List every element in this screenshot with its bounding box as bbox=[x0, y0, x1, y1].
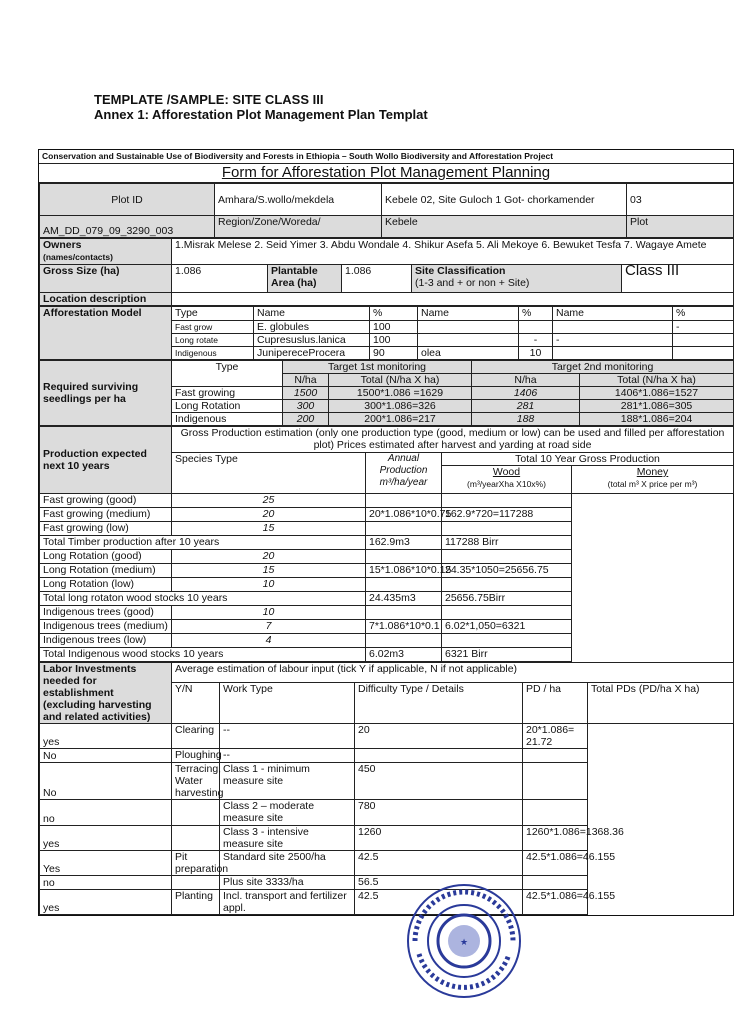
production-row-wood bbox=[366, 522, 442, 536]
production-header-wood-cell bbox=[442, 466, 572, 494]
labour-row-work bbox=[172, 826, 220, 851]
production-row-wood bbox=[366, 578, 442, 592]
template-heading: TEMPLATE /SAMPLE: SITE CLASS III bbox=[94, 92, 324, 107]
labour-row-work: Clearing bbox=[172, 724, 220, 749]
plot-label: Plot bbox=[627, 216, 734, 238]
production-row bbox=[40, 564, 734, 578]
model-row-name2: olea bbox=[418, 347, 519, 360]
model-row-name3: - bbox=[553, 334, 673, 347]
seedlings-table bbox=[39, 360, 734, 426]
labour-row-work: Ploughing bbox=[172, 749, 220, 763]
seedlings-row-t1: 300*1.086=326 bbox=[329, 400, 472, 413]
seedlings-row-type: Fast growing bbox=[172, 387, 283, 400]
labour-row-difficulty: Class 1 - minimum measure site bbox=[220, 763, 355, 800]
labour-row-yn: No bbox=[40, 749, 172, 763]
seedlings-row-n2: 1406 bbox=[472, 387, 580, 400]
seedlings-header-total2: Total (N/ha X ha) bbox=[580, 374, 734, 387]
production-total-wood: 6.02m3 bbox=[366, 648, 442, 662]
plot-id-value: AM_DD_079_09_3290_003 bbox=[40, 216, 215, 238]
location-label: Location description bbox=[40, 293, 172, 306]
labour-row-total: 1260*1.086=1368.36 bbox=[523, 826, 588, 851]
region-value: Amhara/S.wollo/mekdela bbox=[215, 184, 382, 216]
production-header-wood: Wood bbox=[492, 466, 521, 478]
production-header-money: Money bbox=[636, 466, 669, 478]
seedlings-header-target1: Target 1st monitoring bbox=[283, 361, 472, 374]
model-row-pct: 90 bbox=[370, 347, 418, 360]
production-row-wood bbox=[366, 550, 442, 564]
svg-text:★: ★ bbox=[459, 938, 469, 948]
model-header-type: Type bbox=[172, 307, 254, 321]
production-header-annual: Annual Production m³/ha/year bbox=[366, 453, 442, 494]
production-row-annual: 15 bbox=[172, 564, 366, 578]
labour-row-work: Terracing, Water harvesting bbox=[172, 763, 220, 800]
production-row-money bbox=[442, 634, 572, 648]
labour-row-yn: yes bbox=[40, 890, 172, 915]
seedlings-row-n2: 188 bbox=[472, 413, 580, 426]
gross-size-value: 1.086 bbox=[172, 265, 268, 293]
production-total-name: Total Indigenous wood stocks 10 years bbox=[40, 648, 366, 662]
model-row-type: Indigenous bbox=[172, 347, 254, 360]
labour-row-difficulty: -- bbox=[220, 724, 355, 749]
owners-label: Owners bbox=[43, 239, 82, 251]
production-row-money: 24.35*1050=25656.75 bbox=[442, 564, 572, 578]
production-row-name: Long Rotation (low) bbox=[40, 578, 172, 592]
seedlings-row-t2: 1406*1.086=1527 bbox=[580, 387, 734, 400]
seedlings-header-nha2: N/ha bbox=[472, 374, 580, 387]
model-header-pct: % bbox=[370, 307, 418, 321]
seedlings-label: Required surviving seedlings per ha bbox=[40, 361, 172, 426]
model-row-name: JunipereceProcera bbox=[254, 347, 370, 360]
labour-row-total bbox=[523, 749, 588, 763]
labour-row-difficulty: Class 3 - intensive measure site bbox=[220, 826, 355, 851]
labour-row-difficulty: Incl. transport and fertilizer appl. bbox=[220, 890, 355, 915]
model-header-pct3: % bbox=[673, 307, 734, 321]
production-row-annual: 20 bbox=[172, 550, 366, 564]
production-row bbox=[40, 494, 734, 508]
production-total-money: 6321 Birr bbox=[442, 648, 572, 662]
labour-row-difficulty: Plus site 3333/ha bbox=[220, 876, 355, 890]
labour-row bbox=[40, 851, 734, 876]
labour-row-work bbox=[172, 876, 220, 890]
seedlings-row-t1: 200*1.086=217 bbox=[329, 413, 472, 426]
production-row-wood bbox=[366, 606, 442, 620]
site-class-note: (1-3 and + or non + Site) bbox=[415, 277, 530, 289]
site-class-label-cell bbox=[412, 265, 622, 293]
labour-header-work: Work Type bbox=[220, 683, 355, 724]
owners-table bbox=[39, 238, 734, 306]
production-row-wood bbox=[366, 494, 442, 508]
labour-header-yn: Y/N bbox=[172, 683, 220, 724]
production-header-wood-unit: (m³/yearXha X10x%) bbox=[467, 479, 546, 489]
site-class-value: Class III bbox=[622, 265, 734, 293]
labour-note: Average estimation of labour input (tick Y if applicable, N if not applicable) bbox=[172, 663, 734, 683]
plantable-label: Plantable Area (ha) bbox=[271, 265, 318, 289]
production-row-money: 6.02*1,050=6321 bbox=[442, 620, 572, 634]
labour-row-total: 42.5*1.086=46.155 bbox=[523, 851, 588, 876]
model-row-name2 bbox=[418, 321, 519, 334]
labour-row bbox=[40, 724, 734, 749]
production-row-name: Indigenous trees (good) bbox=[40, 606, 172, 620]
kebele-value: Kebele 02, Site Guloch 1 Got- chorkamender bbox=[382, 184, 627, 216]
production-row-name: Long Rotation (good) bbox=[40, 550, 172, 564]
seedlings-row-t2: 281*1.086=305 bbox=[580, 400, 734, 413]
labour-row bbox=[40, 800, 734, 826]
production-row-money bbox=[442, 494, 572, 508]
production-row bbox=[40, 592, 734, 606]
labour-row-difficulty: Class 2 – moderate measure site bbox=[220, 800, 355, 826]
location-value bbox=[172, 293, 734, 306]
plot-id-label: Plot ID bbox=[40, 184, 215, 216]
labour-row bbox=[40, 826, 734, 851]
labour-header-difficulty: Difficulty Type / Details bbox=[355, 683, 523, 724]
labour-row bbox=[40, 749, 734, 763]
production-row-name: Long Rotation (medium) bbox=[40, 564, 172, 578]
labour-row-yn: yes bbox=[40, 724, 172, 749]
production-row-annual: 10 bbox=[172, 606, 366, 620]
region-label: Region/Zone/Woreda/ bbox=[215, 216, 382, 238]
production-row-wood: 15*1.086*10*0.15 bbox=[366, 564, 442, 578]
model-row-pct3 bbox=[673, 347, 734, 360]
production-row-money bbox=[442, 550, 572, 564]
production-label: Production expected next 10 years bbox=[40, 427, 172, 494]
labour-row-difficulty: -- bbox=[220, 749, 355, 763]
production-total-name: Total Timber production after 10 years bbox=[40, 536, 366, 550]
production-row-annual: 25 bbox=[172, 494, 366, 508]
model-header-pct2: % bbox=[519, 307, 553, 321]
annex-heading: Annex 1: Afforestation Plot Management Plan Templat bbox=[94, 107, 428, 122]
labour-header-total: Total PDs (PD/ha X ha) bbox=[588, 683, 734, 724]
production-row bbox=[40, 508, 734, 522]
labour-row-yn: no bbox=[40, 800, 172, 826]
model-row-pct2 bbox=[519, 321, 553, 334]
labour-row bbox=[40, 763, 734, 800]
production-row-annual: 10 bbox=[172, 578, 366, 592]
seedlings-row-type: Long Rotation bbox=[172, 400, 283, 413]
seedlings-header-type: Type bbox=[172, 361, 283, 387]
production-row bbox=[40, 550, 734, 564]
model-row-type: Long rotate bbox=[172, 334, 254, 347]
production-header-species: Species Type bbox=[172, 453, 366, 494]
production-total-money: 117288 Birr bbox=[442, 536, 572, 550]
labour-row-yn: No bbox=[40, 763, 172, 800]
labour-row-pd: 56.5 bbox=[355, 876, 523, 890]
model-row-name2 bbox=[418, 334, 519, 347]
production-header-total: Total 10 Year Gross Production bbox=[442, 453, 734, 466]
production-row-annual: 20 bbox=[172, 508, 366, 522]
model-row-pct2: 10 bbox=[519, 347, 553, 360]
official-stamp-icon bbox=[405, 882, 523, 1000]
model-row-name: E. globules bbox=[254, 321, 370, 334]
production-row bbox=[40, 606, 734, 620]
labour-row-work bbox=[172, 800, 220, 826]
production-note: Gross Production estimation (only one production type (good, medium or low) can be used and filled per afforestation plot) Prices estimated after harvest and yarding at road side bbox=[172, 427, 734, 453]
production-row bbox=[40, 536, 734, 550]
labour-row-pd: 20 bbox=[355, 724, 523, 749]
form-title: Form for Afforestation Plot Management Planning bbox=[39, 164, 733, 183]
production-row-wood bbox=[366, 634, 442, 648]
site-class-label: Site Classification bbox=[415, 265, 506, 277]
model-row-pct3 bbox=[673, 334, 734, 347]
labour-row-pd: 42.5 bbox=[355, 851, 523, 876]
labour-row-total bbox=[523, 800, 588, 826]
production-header-money-cell bbox=[572, 466, 734, 494]
labour-rows bbox=[40, 724, 734, 915]
model-header-name2: Name bbox=[418, 307, 519, 321]
seedlings-header-nha: N/ha bbox=[283, 374, 329, 387]
plantable-label-cell bbox=[268, 265, 342, 293]
production-row-wood: 20*1.086*10*0.75 bbox=[366, 508, 442, 522]
production-total-wood: 162.9m3 bbox=[366, 536, 442, 550]
model-row-pct3: - bbox=[673, 321, 734, 334]
production-row-name: Indigenous trees (low) bbox=[40, 634, 172, 648]
labour-row-pd bbox=[355, 749, 523, 763]
seedlings-row-n2: 281 bbox=[472, 400, 580, 413]
seedlings-row-n1: 200 bbox=[283, 413, 329, 426]
model-header-name3: Name bbox=[553, 307, 673, 321]
production-total-name: Total long rotaton wood stocks 10 years bbox=[40, 592, 366, 606]
owners-label-cell bbox=[40, 239, 172, 265]
plot-info-table bbox=[39, 183, 734, 238]
labour-row-pd: 450 bbox=[355, 763, 523, 800]
labour-row-total: 20*1.086= 21.72 bbox=[523, 724, 588, 749]
labour-row-pd: 42.5 bbox=[355, 890, 523, 915]
production-total-wood: 24.435m3 bbox=[366, 592, 442, 606]
labour-row-pd: 1260 bbox=[355, 826, 523, 851]
labour-row bbox=[40, 876, 734, 890]
production-row-name: Fast growing (low) bbox=[40, 522, 172, 536]
model-row-name3 bbox=[553, 347, 673, 360]
seedlings-row-type: Indigenous bbox=[172, 413, 283, 426]
seedlings-header-total1: Total (N/ha X ha) bbox=[329, 374, 472, 387]
labour-row-work: Pit preparation bbox=[172, 851, 220, 876]
gross-size-label: Gross Size (ha) bbox=[40, 265, 172, 293]
management-plan-form bbox=[38, 149, 734, 916]
production-row-name: Fast growing (good) bbox=[40, 494, 172, 508]
plot-value: 03 bbox=[627, 184, 734, 216]
labour-row bbox=[40, 890, 734, 915]
labour-row-yn: no bbox=[40, 876, 172, 890]
seedlings-header-target2: Target 2nd monitoring bbox=[472, 361, 734, 374]
production-total-money: 25656.75Birr bbox=[442, 592, 572, 606]
production-row bbox=[40, 620, 734, 634]
afforestation-model-label: Afforestation Model bbox=[40, 307, 172, 360]
labour-row-difficulty: Standard site 2500/ha bbox=[220, 851, 355, 876]
kebele-label: Kebele bbox=[382, 216, 627, 238]
production-row bbox=[40, 634, 734, 648]
model-row-pct: 100 bbox=[370, 334, 418, 347]
production-row-annual: 15 bbox=[172, 522, 366, 536]
production-row-name: Indigenous trees (medium) bbox=[40, 620, 172, 634]
model-header-name: Name bbox=[254, 307, 370, 321]
production-row-money bbox=[442, 522, 572, 536]
seedlings-row-n1: 300 bbox=[283, 400, 329, 413]
afforestation-model-table bbox=[39, 306, 734, 360]
production-row bbox=[40, 648, 734, 662]
labour-row-pd: 780 bbox=[355, 800, 523, 826]
production-row-annual: 7 bbox=[172, 620, 366, 634]
labour-table bbox=[39, 662, 734, 915]
model-row-pct2: - bbox=[519, 334, 553, 347]
labour-row-total bbox=[523, 763, 588, 800]
seedlings-row-t2: 188*1.086=204 bbox=[580, 413, 734, 426]
labour-row-total bbox=[523, 876, 588, 890]
production-row-money bbox=[442, 606, 572, 620]
model-row-name: Cupresuslus.lanica bbox=[254, 334, 370, 347]
production-row-money: 162.9*720=117288 bbox=[442, 508, 572, 522]
owners-sublabel: (names/contacts) bbox=[43, 252, 113, 262]
model-row-pct: 100 bbox=[370, 321, 418, 334]
labour-header-pd: PD / ha bbox=[523, 683, 588, 724]
production-row-name: Fast growing (medium) bbox=[40, 508, 172, 522]
labour-label: Labor Investments needed for establishment (excluding harvesting and related activities) bbox=[40, 663, 172, 724]
production-row-annual: 4 bbox=[172, 634, 366, 648]
labour-row-yn: Yes bbox=[40, 851, 172, 876]
production-header-money-unit: (total m³ X price per m³) bbox=[607, 479, 698, 489]
production-rows bbox=[40, 494, 734, 662]
seedlings-row-t1: 1500*1.086 =1629 bbox=[329, 387, 472, 400]
owners-value: 1.Misrak Melese 2. Seid Yimer 3. Abdu Wondale 4. Shikur Asefa 5. Ali Mekoye 6. Bewuket Tesfa 7. Wagaye Amete bbox=[172, 239, 734, 265]
labour-row-work: Planting bbox=[172, 890, 220, 915]
project-banner: Conservation and Sustainable Use of Biodiversity and Forests in Ethiopia – South Wollo Biodiversity and Afforestation Project bbox=[39, 150, 733, 164]
model-row-name3 bbox=[553, 321, 673, 334]
plantable-value: 1.086 bbox=[342, 265, 412, 293]
model-row-type: Fast grow bbox=[172, 321, 254, 334]
production-row-money bbox=[442, 578, 572, 592]
seedlings-row-n1: 1500 bbox=[283, 387, 329, 400]
production-row bbox=[40, 522, 734, 536]
labour-row-yn: yes bbox=[40, 826, 172, 851]
production-row-wood: 7*1.086*10*0.1 bbox=[366, 620, 442, 634]
production-table bbox=[39, 426, 734, 662]
production-row bbox=[40, 578, 734, 592]
labour-row-total: 42.5*1.086=46.155 bbox=[523, 890, 588, 915]
